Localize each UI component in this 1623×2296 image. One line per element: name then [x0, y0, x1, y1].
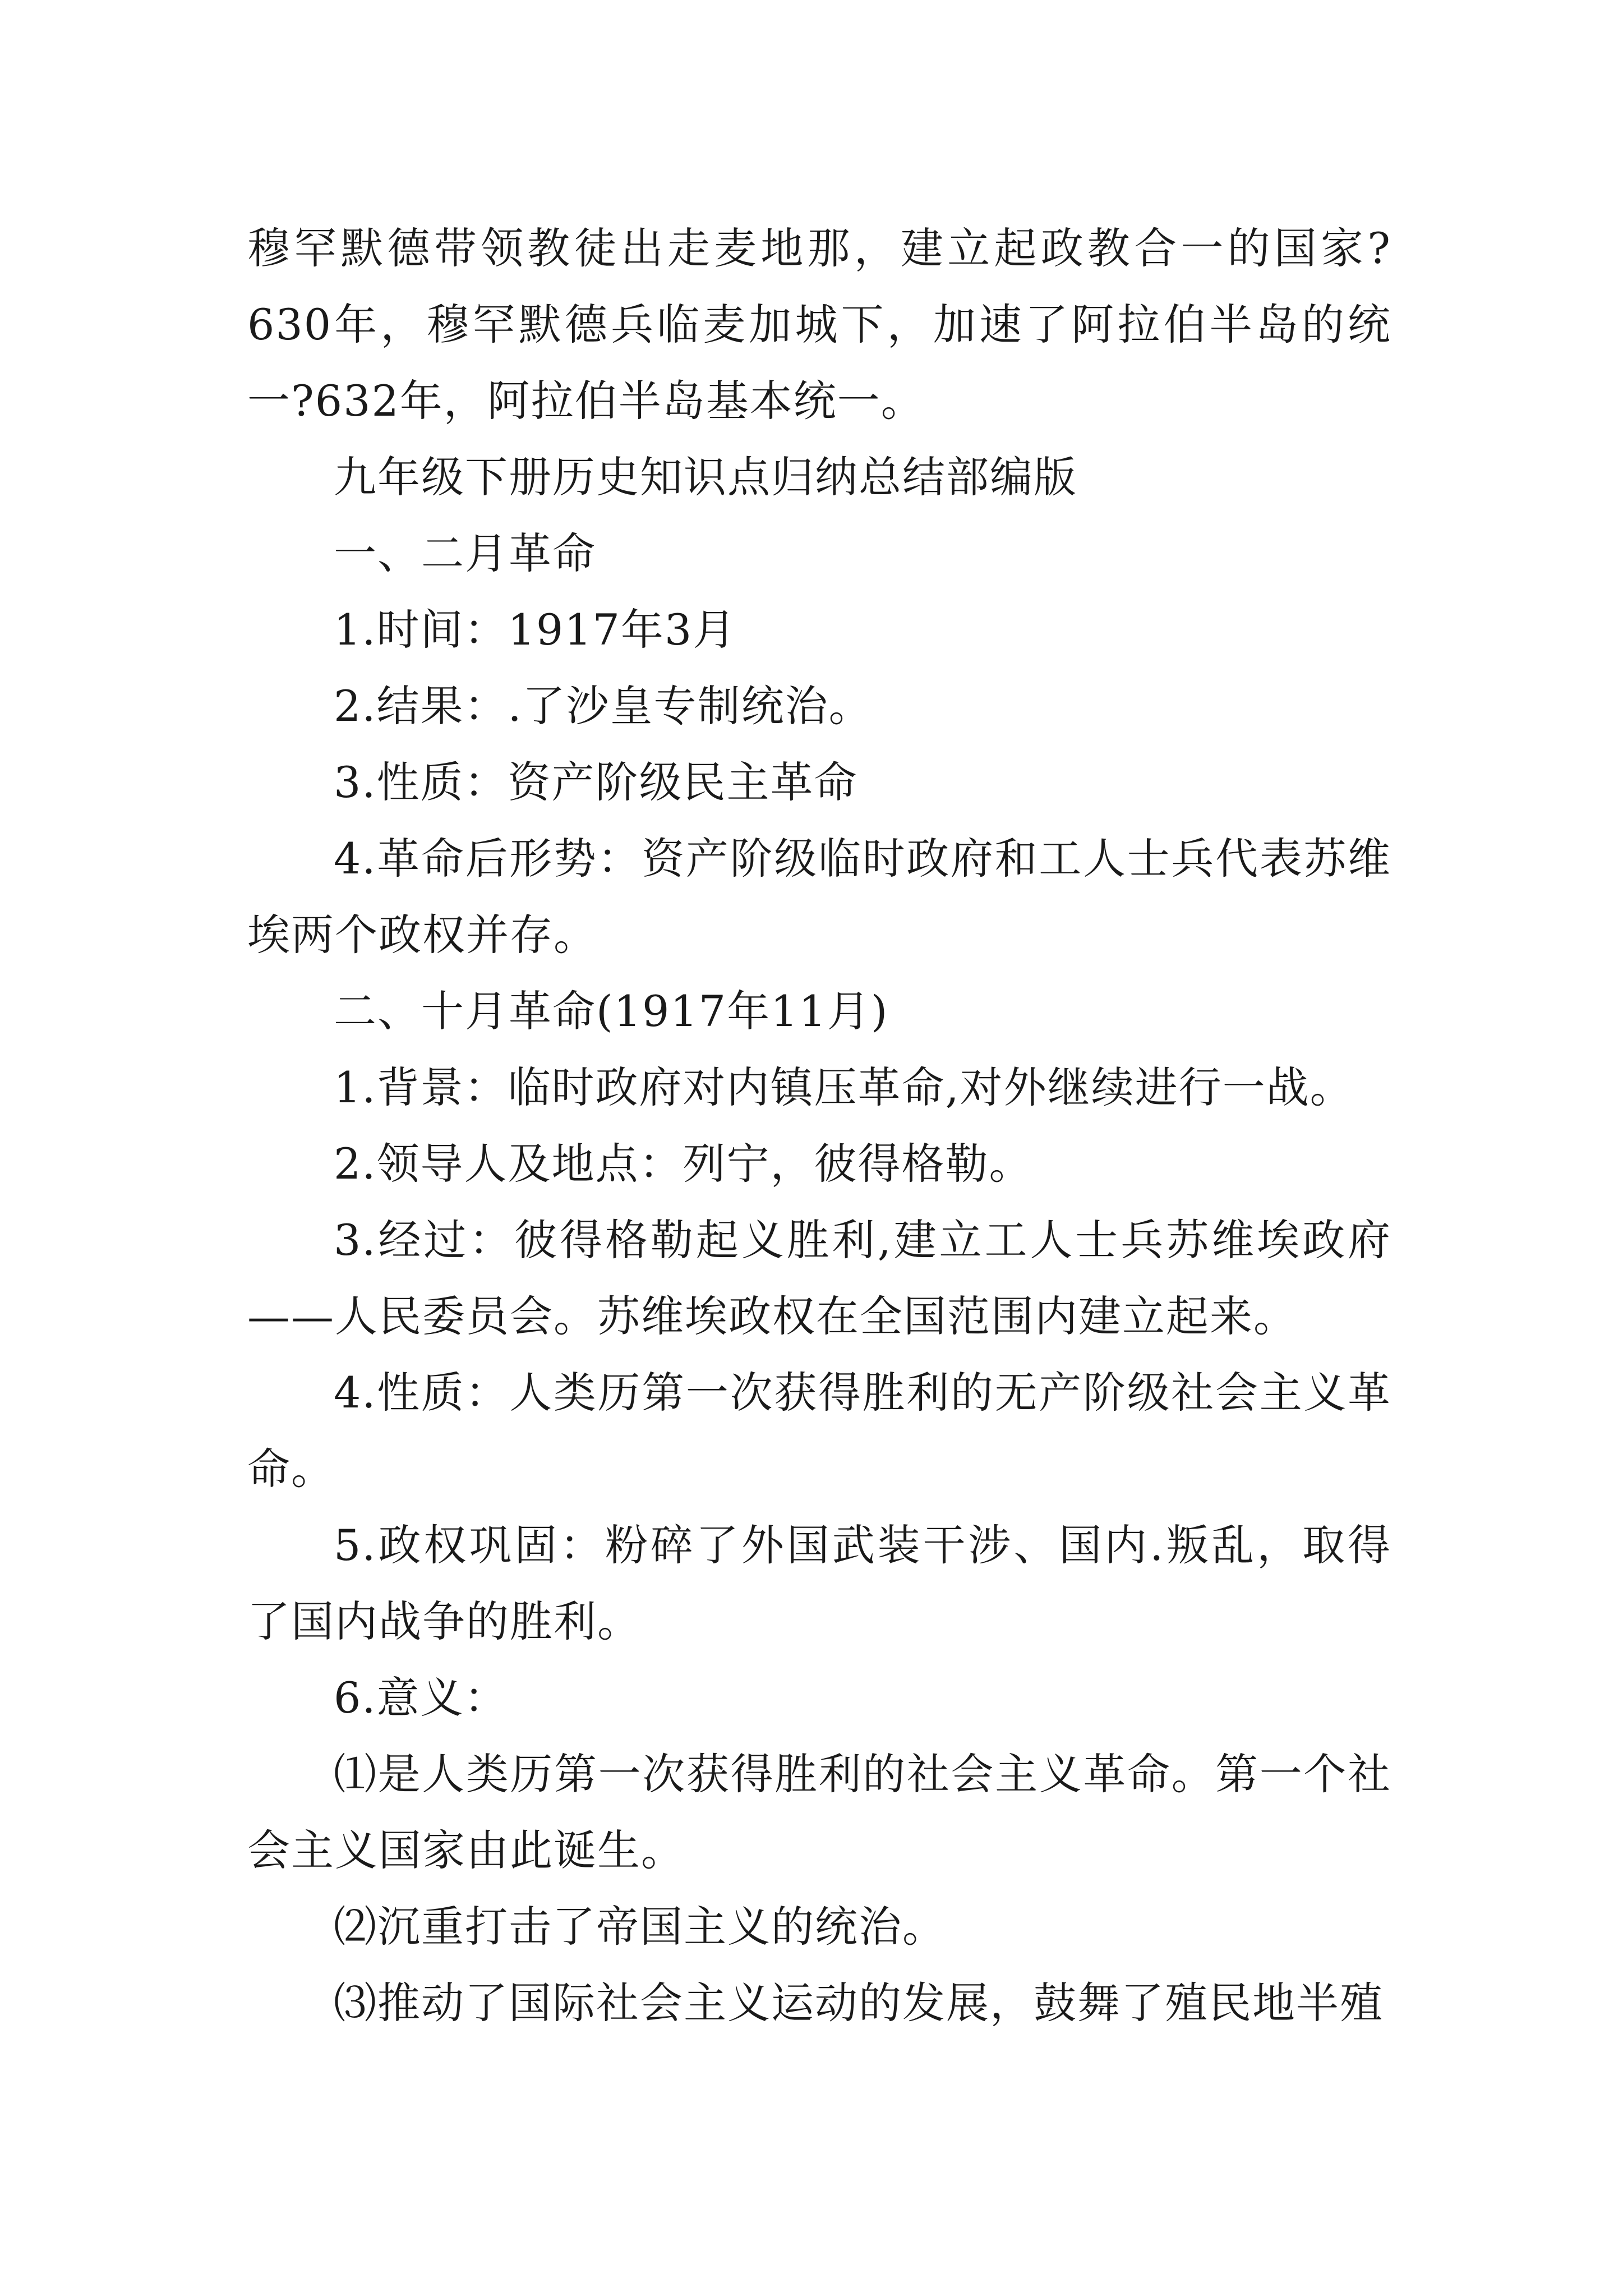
paragraph: 3.经过：彼得格勒起义胜利,建立工人士兵苏维埃政府——人民委员会。苏维埃政权在全国范围内建立起来。	[247, 1215, 1391, 1341]
section-heading: 一、二月革命	[334, 528, 596, 578]
document-body	[247, 210, 1391, 2041]
section-heading: 二、十月革命(1917年11月)	[334, 986, 889, 1036]
paragraph: 4.革命后形势：资产阶级临时政府和工人士兵代表苏维埃两个政权并存。	[247, 834, 1391, 960]
paragraph: ⑴是人类历第一次获得胜利的社会主义革命。第一个社会主义国家由此诞生。	[247, 1749, 1391, 1875]
paragraph: ⑶推动了国际社会主义运动的发展，鼓舞了殖民地半殖	[334, 1978, 1384, 2028]
paragraph: 2.结果：.了沙皇专制统治。	[334, 681, 873, 731]
paragraph: 2.领导人及地点：列宁，彼得格勒。	[334, 1139, 1033, 1189]
paragraph: 1.时间：1917年3月	[334, 605, 737, 655]
paragraph: 5.政权巩固：粉碎了外国武装干涉、国内.叛乱，取得了国内战争的胜利。	[247, 1520, 1391, 1646]
paragraph: 1.背景：临时政府对内镇压革命,对外继续进行一战。	[334, 1062, 1354, 1112]
paragraph: 穆罕默德带领教徒出走麦地那，建立起政教合一的国家?630年，穆罕默德兵临麦加城下，加速了阿拉伯半岛的统一?632年，阿拉伯半岛基本统一。	[247, 223, 1391, 426]
paragraph: 6.意义：	[334, 1673, 508, 1723]
paragraph: 3.性质：资产阶级民主革命	[334, 757, 858, 807]
paragraph: 九年级下册历史知识点归纳总结部编版	[334, 452, 1077, 502]
paragraph: ⑵沉重打击了帝国主义的统治。	[334, 1902, 946, 1952]
paragraph: 4.性质：人类历第一次获得胜利的无产阶级社会主义革命。	[247, 1368, 1391, 1494]
